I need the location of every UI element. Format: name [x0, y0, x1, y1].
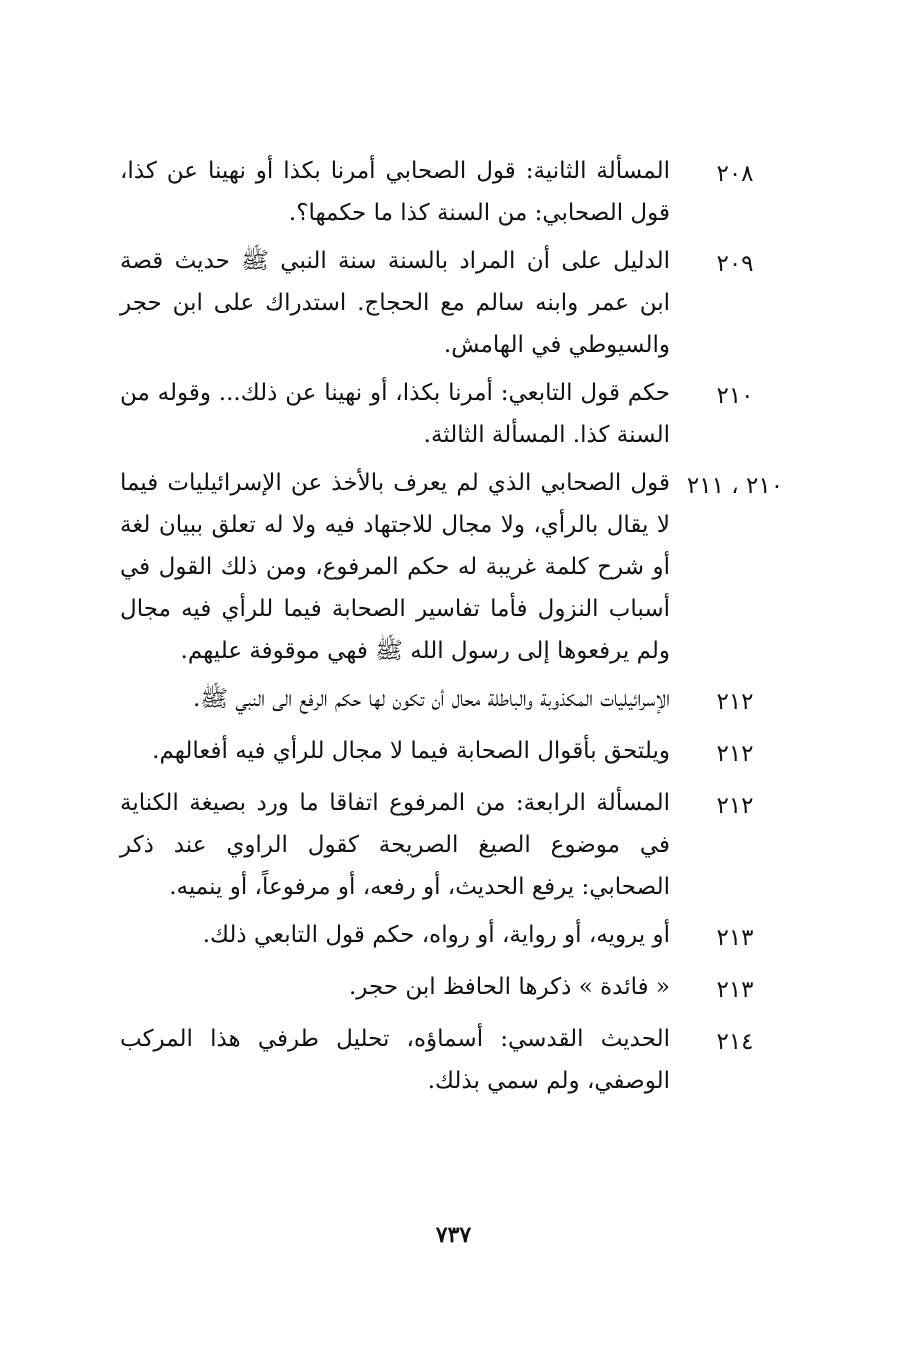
index-entry	[120, 462, 800, 672]
page-reference: ٢١٢	[716, 793, 754, 819]
entry-text: المسألة الرابعة: من المرفوع اتفاقا ما ورد بصيغة الكناية في موضوع الصيغ الصريحة كقول الراوي عند ذكر الصحابي: يرفع الحديث، أو رفعه، أو مرفوعاً، أو ينميه.	[120, 790, 670, 900]
entry-text: الإسرائيليات المكذوبة والباطلة محال أن تكون لها حكم الرفع الى النبي ﷺ.	[192, 686, 670, 712]
index-entries	[120, 150, 800, 1108]
entry-text: الدليل على أن المراد بالسنة سنة النبي ﷺ حديث قصة ابن عمر وابنه سالم مع الحجاج. استدراك على ابن حجر والسيوطي في الهامش.	[120, 248, 670, 358]
page-reference: ٢١٣	[716, 925, 754, 951]
index-entry	[120, 150, 800, 234]
page-reference: ٢١٠ ، ٢١١	[686, 473, 784, 499]
entry-text: « فائدة » ذكرها الحافظ ابن حجر.	[348, 974, 670, 1000]
page-reference: ٢١٤	[716, 1029, 754, 1055]
entry-text: حكم قول التابعي: أمرنا بكذا، أو نهينا عن ذلك... وقوله من السنة كذا. المسألة الثالثة.	[120, 380, 670, 448]
index-entry	[120, 1018, 800, 1102]
page-reference: ٢٠٩	[716, 251, 754, 277]
index-entry	[120, 782, 800, 908]
page-reference: ٢١٢	[716, 741, 754, 767]
entry-text: ويلتحق بأقوال الصحابة فيما لا مجال للرأي فيه أفعالهم.	[152, 738, 670, 764]
page-reference: ٢٠٨	[716, 161, 754, 187]
page-number: ٧٣٧	[435, 1222, 472, 1248]
entry-text: المسألة الثانية: قول الصحابي أمرنا بكذا أو نهينا عن كذا، قول الصحابي: من السنة كذا ما حكمها؟.	[120, 158, 670, 226]
entry-text: قول الصحابي الذي لم يعرف بالأخذ عن الإسرائيليات فيما لا يقال بالرأي، ولا مجال للاجتهاد فيه ولا له تعلق ببيان لغة أو شرح كلمة غريبة له حكم المرفوع، ومن ذلك القول في أسباب النزول فأما تفاسير الصحابة فيما للرأي فيه مجال ولم يرفعوها إلى رسول الله ﷺ فهي موقوفة عليهم.	[120, 470, 670, 664]
page-reference: ٢١٣	[716, 977, 754, 1003]
index-entry	[120, 678, 800, 724]
entry-text: الحديث القدسي: أسماؤه، تحليل طرفي هذا المركب الوصفي، ولم سمي بذلك.	[120, 1026, 670, 1094]
index-entry	[120, 372, 800, 456]
page-reference: ٢١٢	[716, 689, 754, 715]
index-entry	[120, 966, 800, 1012]
index-entry	[120, 730, 800, 776]
index-entry	[120, 914, 800, 960]
page-reference: ٢١٠	[716, 383, 754, 409]
index-entry	[120, 240, 800, 366]
entry-text: أو يرويه، أو رواية، أو رواه، حكم قول التابعي ذلك.	[202, 922, 670, 948]
